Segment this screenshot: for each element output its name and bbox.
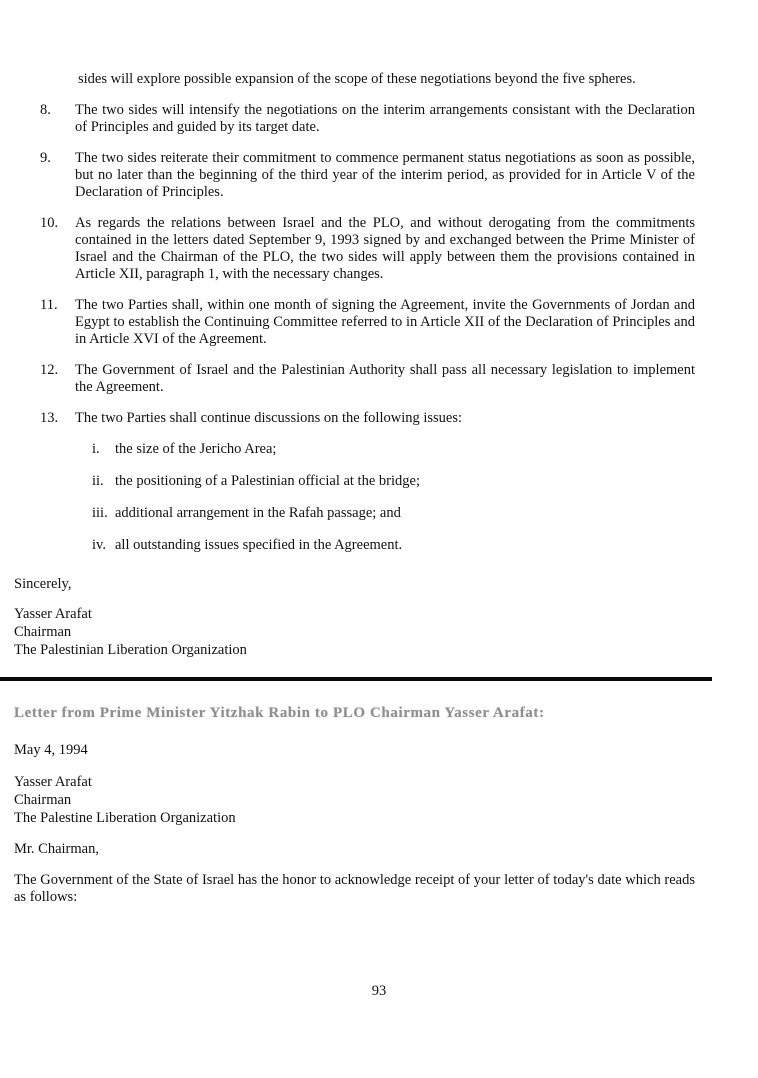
section-divider-rule xyxy=(0,677,712,681)
numbered-item-13 xyxy=(14,410,695,427)
item-number: 11. xyxy=(40,297,58,313)
item-text: additional arrangement in the Rafah passage; and xyxy=(115,505,401,521)
item-text: As regards the relations between Israel and the PLO, and without derogating from the commitments contained in the letters dated September 9, 1993 signed by and exchanged between the Prime Minister of Israel and the Chairman of the PLO, the two sides will apply between them the provisions contained in Article XII, paragraph 1, with the necessary changes. xyxy=(75,215,695,282)
roman-item-ii xyxy=(14,473,695,490)
letter-heading: Letter from Prime Minister Yitzhak Rabin to PLO Chairman Yasser Arafat: xyxy=(14,705,545,721)
roman-item-iii xyxy=(14,505,695,522)
signature-name: Yasser Arafat xyxy=(14,606,92,622)
signature-title: Chairman xyxy=(14,624,72,640)
closing-sincerely: Sincerely, xyxy=(14,576,72,592)
item-number: i. xyxy=(92,441,100,457)
item-text: The two Parties shall, within one month of signing the Agreement, invite the Governments of Jordan and Egypt to establish the Continuing Committee referred to in Article XII of the Declaration of Principles and in Article XVI of the Agreement. xyxy=(75,297,695,347)
numbered-item-11 xyxy=(14,297,695,348)
recipient-name: Yasser Arafat xyxy=(14,774,92,790)
numbered-item-9 xyxy=(14,150,695,201)
item-text: the size of the Jericho Area; xyxy=(115,441,277,457)
salutation: Mr. Chairman, xyxy=(14,841,99,857)
item-text: the positioning of a Palestinian official at the bridge; xyxy=(115,473,420,489)
item-text: The two sides will intensify the negotiations on the interim arrangements consistant with the Declaration of Principles and guided by its target date. xyxy=(75,102,695,135)
recipient-organization: The Palestine Liberation Organization xyxy=(14,810,236,826)
roman-item-i xyxy=(14,441,695,458)
letter-body-paragraph: The Government of the State of Israel has the honor to acknowledge receipt of your letter of today's date which reads as follows: xyxy=(14,872,695,905)
signature-block xyxy=(14,605,695,659)
item-number: 8. xyxy=(40,102,51,118)
rabin-letter-section xyxy=(14,701,695,906)
recipient-block xyxy=(14,773,695,827)
item-number: 9. xyxy=(40,150,51,166)
item-number: 12. xyxy=(40,362,59,378)
arafat-letter-section xyxy=(14,71,695,659)
item-text: all outstanding issues specified in the Agreement. xyxy=(115,537,403,553)
item-number: 13. xyxy=(40,410,59,426)
item-number: iv. xyxy=(92,537,106,553)
recipient-title: Chairman xyxy=(14,792,72,808)
letter-date: May 4, 1994 xyxy=(14,742,88,758)
item-number: 10. xyxy=(40,215,59,231)
item-number: iii. xyxy=(92,505,108,521)
roman-item-iv xyxy=(14,537,695,554)
page-number: 93 xyxy=(371,983,387,999)
numbered-item-12 xyxy=(14,362,695,396)
continuation-paragraph: sides will explore possible expansion of the scope of these negotiations beyond the five spheres. xyxy=(78,71,636,87)
item-text: The Government of Israel and the Palestinian Authority shall pass all necessary legislation to implement the Agreement. xyxy=(75,362,695,395)
signature-organization: The Palestinian Liberation Organization xyxy=(14,642,247,658)
item-text: The two Parties shall continue discussions on the following issues: xyxy=(75,410,463,426)
item-number: ii. xyxy=(92,473,104,489)
numbered-item-10 xyxy=(14,215,695,283)
item-text: The two sides reiterate their commitment to commence permanent status negotiations as soon as possible, but no later than the beginning of the third year of the interim period, as provided for in Article V of the Declaration of Principles. xyxy=(75,150,695,200)
numbered-item-8 xyxy=(14,102,695,136)
